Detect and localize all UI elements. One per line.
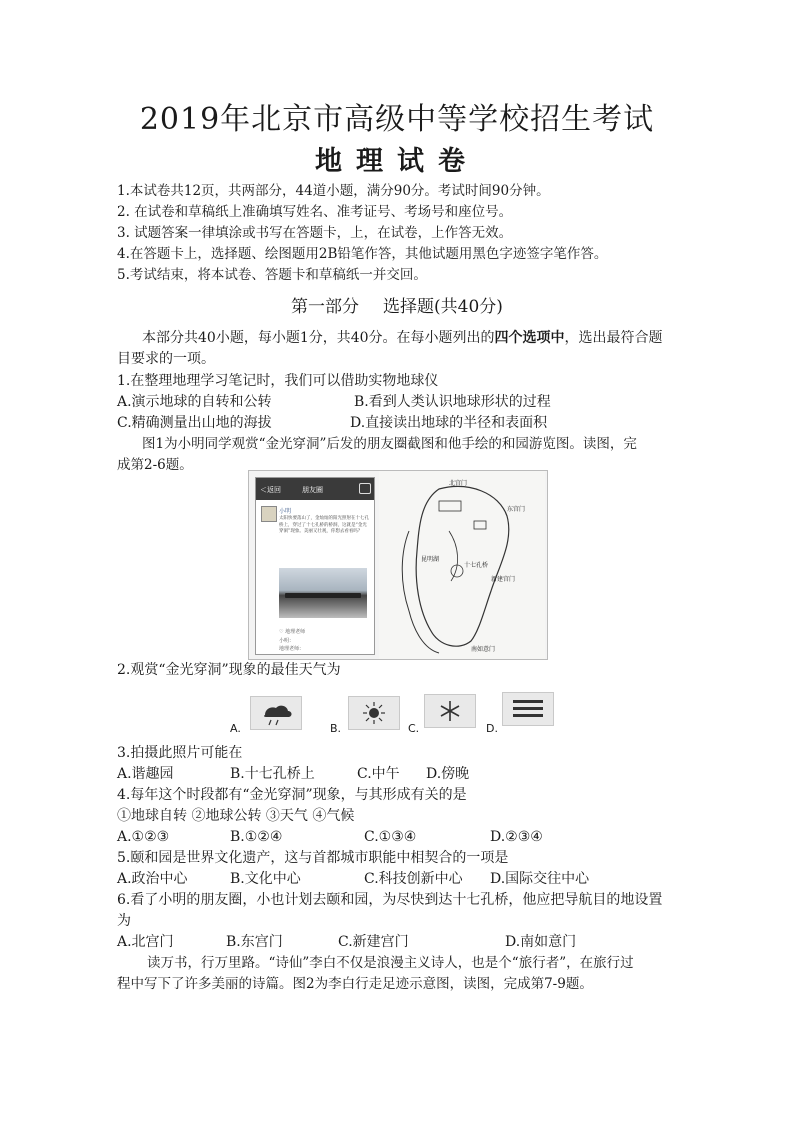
q3-stem: 3.拍摄此照片可能在: [117, 745, 243, 761]
q2-option-c-label: C.: [408, 722, 420, 735]
post-like: ♡ 地理老师: [279, 629, 306, 635]
instruction-4: 4.在答题卡上，选择题、绘图题用2B铅笔作答，其他试题用黑色字迹签字笔作答。: [117, 246, 608, 262]
post-text: 太阳快要落山了，金灿灿的阳光照射在十七孔桥上，穿过了十七孔桥的桥洞，这就是“金光穿洞”现象。美丽又壮观，你想去看看吗？: [279, 516, 369, 534]
q3-option-d: D.傍晚: [426, 766, 470, 782]
bridge-photo: [279, 568, 367, 618]
post-user: 小明: [279, 508, 292, 515]
post-comment-2: 地理老师：: [279, 646, 305, 652]
q1-stem: 1.在整理地理学习笔记时，我们可以借助实物地球仪: [117, 373, 439, 389]
section-intro: [142, 328, 663, 349]
sunny-icon-svg: [349, 697, 399, 729]
q4-option-c: C.①③④: [364, 829, 417, 845]
q6-option-d: D.南如意门: [505, 934, 577, 950]
q1-option-a: A.演示地球的自转和公转: [117, 394, 272, 410]
context2-line2: 程中写下了许多美丽的诗篇。图2为李白行走足迹示意图，读图，完成第7-9题。: [117, 976, 593, 992]
q4-option-a: A.①②③: [117, 829, 170, 845]
q6-option-c: C.新建宫门: [338, 934, 409, 950]
fog-icon: [502, 692, 554, 726]
context1-line2: 成第2-6题。: [117, 457, 193, 473]
post-comment-1: 小明：: [279, 638, 295, 644]
q6-option-b: B.东宫门: [226, 934, 283, 950]
rain-icon-svg: [251, 697, 301, 729]
q6-option-a: A.北宫门: [117, 934, 174, 950]
section-heading: [0, 295, 794, 319]
section-name: 选择题(共40分): [383, 297, 503, 317]
q4-stem: 4.每年这个时段都有“金光穿洞”现象，与其形成有关的是: [117, 787, 467, 803]
section-intro-part1: 本部分共40小题，每小题1分，共40分。在每小题列出的: [142, 330, 495, 346]
q6-stem: 6.看了小明的朋友圈，小也计划去颐和园，为尽快到达十七孔桥，他应把导航目的地设置: [117, 892, 663, 908]
q1-option-b: B.看到人类认识地球形状的过程: [354, 394, 551, 410]
q2-stem: 2.观赏“金光穿洞”现象的最佳天气为: [117, 662, 341, 678]
q5-stem: 5.颐和园是世界文化遗产，这与首都城市职能中相契合的一项是: [117, 850, 509, 866]
section-part: 第一部分: [291, 297, 360, 317]
q4-items: ①地球自转 ②地球公转 ③天气 ④气候: [117, 808, 355, 824]
exam-subtitle: 地理试卷: [315, 146, 479, 177]
q4-option-d: D.②③④: [490, 829, 543, 845]
instruction-2: 2. 在试卷和草稿纸上准确填写姓名、准考证号、考场号和座位号。: [117, 204, 513, 220]
section-intro-part2: ，选出最符合题: [564, 330, 663, 346]
instruction-3: 3. 试题答案一律填涂或书写在答题卡，上，在试卷，上作答无效。: [117, 225, 513, 241]
map-label-south-gate: 南如意门: [471, 646, 496, 653]
q2-option-a-label: A.: [230, 722, 241, 735]
rain-icon: [250, 696, 302, 730]
q3-option-b: B.十七孔桥上: [230, 766, 315, 782]
map-label-north-gate: 北宫门: [449, 480, 468, 487]
q1-option-c: C.精确测量出山地的海拔: [117, 415, 272, 431]
q3-option-a: A.谐趣园: [117, 766, 174, 782]
q6-stem-cont: 为: [117, 913, 131, 929]
q2-option-b-label: B.: [330, 722, 342, 735]
q2-option-d-label: D.: [486, 722, 498, 735]
instruction-1: 1.本试卷共12页，共两部分，44道小题，满分90分。考试时间90分钟。: [117, 183, 550, 199]
fog-icon-svg: [503, 693, 553, 725]
map-label-bridge: 十七孔桥: [464, 562, 489, 569]
phone-screenshot: [255, 477, 375, 655]
figure-1: [248, 470, 548, 660]
map-label-east-gate: 东宫门: [507, 506, 526, 513]
phone-back: ＜返回: [260, 486, 281, 494]
q2-options: [230, 694, 730, 736]
exam-title: 2019年北京市高级中等学校招生考试: [139, 102, 655, 137]
avatar: [261, 506, 277, 522]
camera-icon: [359, 483, 371, 494]
q5-option-d: D.国际交往中心: [490, 871, 590, 887]
bridge-silhouette: [285, 593, 361, 598]
map-label-lake: 昆明湖: [421, 556, 440, 563]
map-background: [379, 471, 545, 659]
phone-title-bar: [256, 478, 374, 500]
q5-option-a: A.政治中心: [117, 871, 188, 887]
section-intro-line2: 目要求的一项。: [117, 351, 215, 367]
q4-option-b: B.①②④: [230, 829, 283, 845]
map-label-new-gate: 新建宫门: [491, 576, 516, 583]
section-intro-bold: 四个选项中: [494, 330, 565, 346]
q5-option-b: B.文化中心: [230, 871, 301, 887]
hand-drawn-map: [379, 471, 545, 659]
sunny-icon: [348, 696, 400, 730]
snow-icon-svg: [425, 695, 475, 727]
q1-option-d: D.直接读出地球的半径和表面积: [350, 415, 548, 431]
q5-option-c: C.科技创新中心: [364, 871, 463, 887]
context2-line1: 读万书，行万里路。“诗仙”李白不仅是浪漫主义诗人，也是个“旅行者”，在旅行过: [147, 955, 634, 971]
q3-option-c: C.中午: [357, 766, 400, 782]
context1-line1: 图1为小明同学观赏“金光穿洞”后发的朋友圈截图和他手绘的和园游览图。读图，完: [142, 436, 637, 452]
instruction-5: 5.考试结束，将本试卷、答题卡和草稿纸一并交回。: [117, 267, 427, 283]
phone-title: 朋友圈: [302, 486, 323, 494]
snow-icon: [424, 694, 476, 728]
